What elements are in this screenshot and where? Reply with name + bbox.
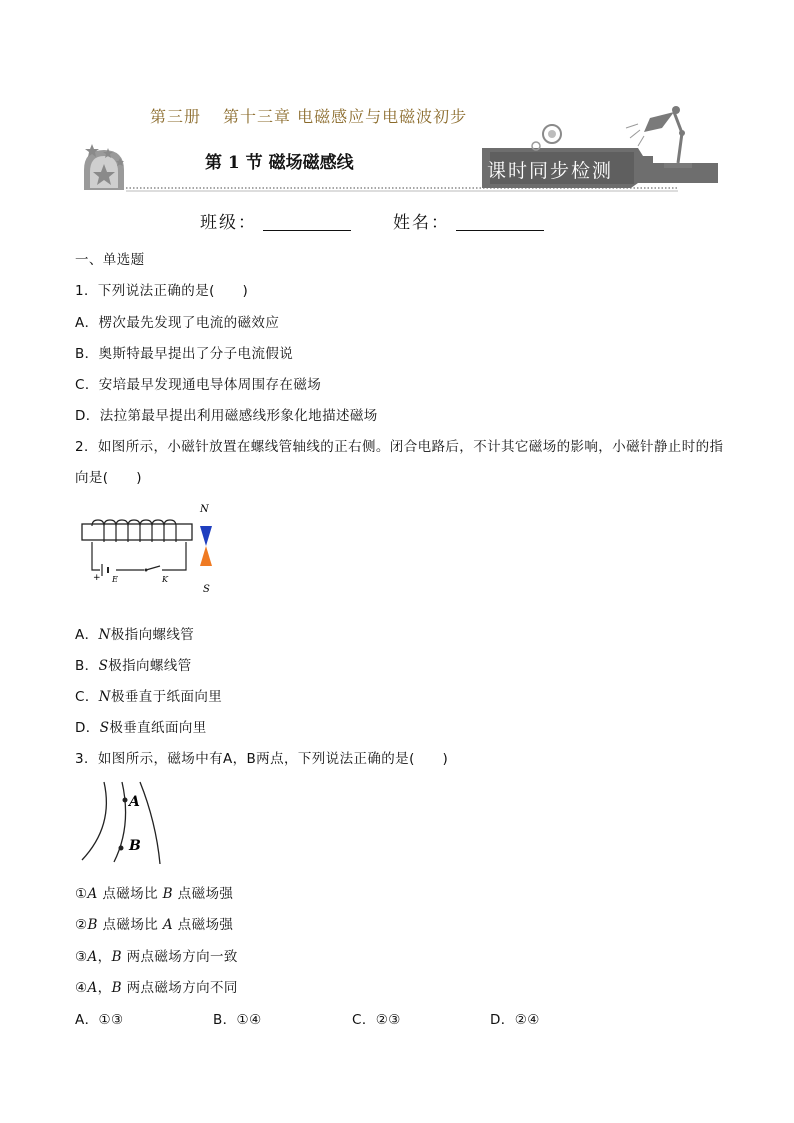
q2-option-b[interactable]: B．S极指向螺线管 xyxy=(75,658,192,674)
q3-option-c[interactable]: C．②③ xyxy=(352,1012,401,1028)
svg-text:+: + xyxy=(93,573,101,583)
class-field xyxy=(200,208,351,233)
q3-option-a[interactable]: A．①③ xyxy=(75,1012,124,1028)
section-heading: 一、单选题 xyxy=(75,252,145,268)
name-blank[interactable] xyxy=(456,214,544,231)
field-line-3 xyxy=(140,782,160,864)
q1-option-a[interactable]: A．楞次最先发现了电流的磁效应 xyxy=(75,315,280,331)
exercise-tag: 课时同步检测 xyxy=(487,160,614,182)
volume-label: 第三册 xyxy=(150,107,202,126)
class-blank[interactable] xyxy=(263,214,351,231)
star-badge-icon xyxy=(84,144,124,190)
q2-option-c[interactable]: C．N极垂直于纸面向里 xyxy=(75,689,223,705)
name-field xyxy=(393,208,544,233)
point-b-dot xyxy=(119,846,124,851)
q2-stem-line1: 2．如图所示，小磁针放置在螺线管轴线的正右侧。闭合电路后，不计其它磁场的影响，小磁针静止时的指 xyxy=(75,439,724,455)
q1-option-c[interactable]: C．安培最早发现通电导体周围存在磁场 xyxy=(75,377,322,393)
coil-turns xyxy=(92,520,176,542)
battery-label: E xyxy=(112,575,118,584)
field-lines-figure xyxy=(78,778,178,868)
q2-option-d[interactable]: D．S极垂直纸面向里 xyxy=(75,720,207,736)
compass-south-label: S xyxy=(203,584,210,595)
switch-label: K xyxy=(162,575,168,584)
field-line-1 xyxy=(82,782,106,860)
book-chapter-title xyxy=(150,104,467,127)
point-b-label: B xyxy=(129,838,141,854)
point-a-dot xyxy=(123,798,128,803)
point-a-label: A xyxy=(129,794,140,810)
q2-option-a[interactable]: A．N极指向螺线管 xyxy=(75,627,195,643)
q1-stem: 1．下列说法正确的是( ) xyxy=(75,283,249,299)
name-label: 姓名： xyxy=(393,213,450,233)
q3-statement-3: ③A，B 两点磁场方向一致 xyxy=(75,949,238,965)
q3-statement-1: ①A 点磁场比 B 点磁场强 xyxy=(75,886,234,902)
q3-option-b[interactable]: B．①④ xyxy=(213,1012,262,1028)
solenoid-figure xyxy=(78,498,228,598)
compass-north-half xyxy=(200,526,212,546)
compass-north-label: N xyxy=(200,504,209,515)
q1-option-d[interactable]: D．法拉第最早提出利用磁感线形象化地描述磁场 xyxy=(75,408,378,424)
q3-option-d[interactable]: D．②④ xyxy=(490,1012,540,1028)
compass-south-half xyxy=(200,546,212,566)
q2-stem-line2: 向是( ) xyxy=(75,470,142,486)
q3-stem: 3．如图所示，磁场中有A，B两点，下列说法正确的是( ) xyxy=(75,751,449,767)
q3-statement-2: ②B 点磁场比 A 点磁场强 xyxy=(75,917,234,933)
class-label: 班级： xyxy=(200,213,257,233)
q3-statement-4: ④A，B 两点磁场方向不同 xyxy=(75,980,238,996)
section-title: 第 1 节 磁场磁感线 xyxy=(205,153,354,173)
q1-option-b[interactable]: B．奥斯特最早提出了分子电流假说 xyxy=(75,346,294,362)
chapter-label: 第十三章 电磁感应与电磁波初步 xyxy=(223,107,468,126)
